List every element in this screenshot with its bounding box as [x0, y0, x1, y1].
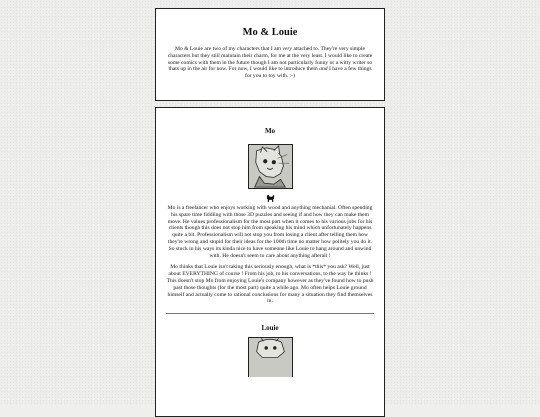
- mo-portrait: [248, 144, 293, 189]
- page-title: Mo & Louie: [242, 27, 298, 38]
- section-divider: [166, 313, 374, 314]
- intro-emphasis-and: and: [319, 66, 328, 73]
- dog-paw-icon: [266, 194, 275, 203]
- intro-text-part-1: Mo & Louie are two of my characters that I am: [175, 46, 283, 52]
- intro-text-part-3: I have a few things for you to toy with. :-): [244, 66, 372, 80]
- intro-text-part-2: attached to. They're very simple characters but they still maintain their charm, for me at the very least. I would like to create some comics with them in the future though I am not particularly funny or a witty writer so thats up in the air for now. For now, I would like to introduce them: [167, 46, 373, 73]
- intro-text: [166, 46, 374, 80]
- mo-name-heading: Mo: [264, 127, 276, 135]
- characters-card: [155, 107, 385, 417]
- louie-portrait: [248, 337, 293, 377]
- intro-card: [155, 8, 385, 101]
- louie-name-heading: Louie: [261, 324, 279, 333]
- intro-emphasis-very: very: [282, 46, 292, 52]
- mo-description-1: Mo is a freelancer who enjoys working with wood and anything mechanial. Often spending his spare time fiddling with those 3D puzzles and seeing if and how they can make them move. He values professionalism for the most part when it comes to his various jobs for his clients though this does not stop him from speaking his mind which unfortunately happens quite a bit. Professionalism will not stop you from losing a client after telling them how they're wrong and stupid for their ideas for the 100th time no matter how politely you do it. So stuck in his ways its kinda nice to have someone like Louie to hang around and unwind with. He doesn't seem to care about anything afterall !: [167, 205, 373, 259]
- mo-description-2: Mo thinks that Louie isn't taking this seriously enough, what is *this* you ask? Well, just about EVERYTHING of course ! From his job, to his conversations, to the way he thinks ! This doesn't stop Mo from enjoying Louie's company however as they've found how to push past those thoughts (for the most part) quite a while ago. Mo often helps Louie ground himself and actually come to rational conclusions for many a situation they find themselves in.: [166, 264, 374, 305]
